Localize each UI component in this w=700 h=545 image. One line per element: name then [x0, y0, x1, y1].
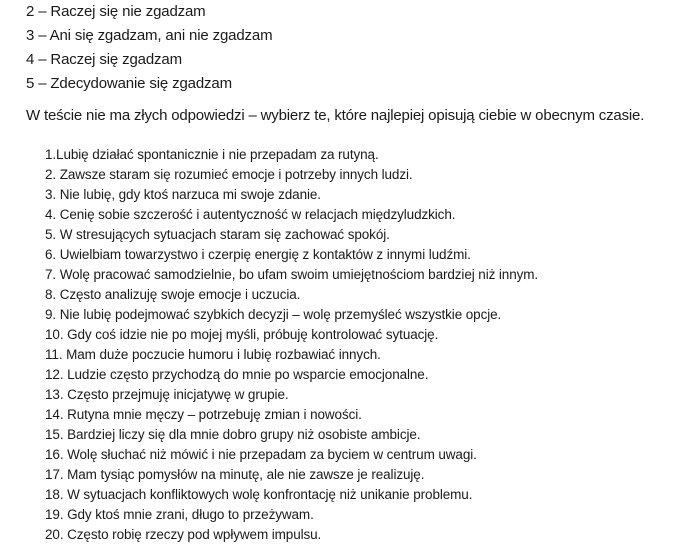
scale-option-2: 2 – Raczej się nie zgadzam	[26, 3, 206, 20]
list-item: 13. Często przejmuję inicjatywę w grupie.	[45, 387, 289, 402]
list-item: 19. Gdy ktoś mnie zrani, długo to przeżywam.	[45, 507, 314, 522]
list-item: 20. Często robię rzeczy pod wpływem impulsu.	[45, 527, 322, 542]
list-item: 16. Wolę słuchać niż mówić i nie przepadam za byciem w centrum uwagi.	[45, 447, 477, 462]
list-item: 6. Uwielbiam towarzystwo i czerpię energię z kontaktów z innymi ludźmi.	[45, 247, 471, 262]
list-item: 7. Wolę pracować samodzielnie, bo ufam swoim umiejętnościom bardziej niż innym.	[45, 267, 539, 282]
scale-option-4: 4 – Raczej się zgadzam	[26, 51, 182, 68]
list-item: 1.Lubię działać spontanicznie i nie przepadam za rutyną.	[45, 147, 379, 162]
list-item: 10. Gdy coś idzie nie po mojej myśli, próbuję kontrolować sytuację.	[45, 327, 439, 342]
list-item: 5. W stresujących sytuacjach staram się zachować spokój.	[45, 227, 390, 242]
scale-option-5: 5 – Zdecydowanie się zgadzam	[26, 75, 232, 92]
list-item: 2. Zawsze staram się rozumieć emocje i potrzeby innych ludzi.	[45, 167, 413, 182]
list-item: 15. Bardziej liczy się dla mnie dobro grupy niż osobiste ambicje.	[45, 427, 421, 442]
list-item: 17. Mam tysiąc pomysłów na minutę, ale nie zawsze je realizuję.	[45, 467, 425, 482]
scale-option-3: 3 – Ani się zgadzam, ani nie zgadzam	[26, 27, 273, 44]
list-item: 14. Rutyna mnie męczy – potrzebuję zmian i nowości.	[45, 407, 362, 422]
statement-list	[45, 145, 690, 545]
list-item: 12. Ludzie często przychodzą do mnie po wsparcie emocjonalne.	[45, 367, 429, 382]
list-item: 8. Często analizuję swoje emocje i uczucia.	[45, 287, 301, 302]
list-item: 4. Cenię sobie szczerość i autentyczność w relacjach międzyludzkich.	[45, 207, 456, 222]
instruction-paragraph: W teście nie ma złych odpowiedzi – wybierz te, które najlepiej opisują ciebie w obecnym czasie.	[26, 107, 645, 124]
list-item: 18. W sytuacjach konfliktowych wolę konfrontację niż unikanie problemu.	[45, 487, 473, 502]
list-item: 9. Nie lubię podejmować szybkich decyzji – wolę przemyśleć wszystkie opcje.	[45, 307, 502, 322]
list-item: 3. Nie lubię, gdy ktoś narzuca mi swoje zdanie.	[45, 187, 321, 202]
answer-scale-legend	[26, 0, 676, 96]
list-item: 11. Mam duże poczucie humoru i lubię rozbawiać innych.	[45, 347, 381, 362]
